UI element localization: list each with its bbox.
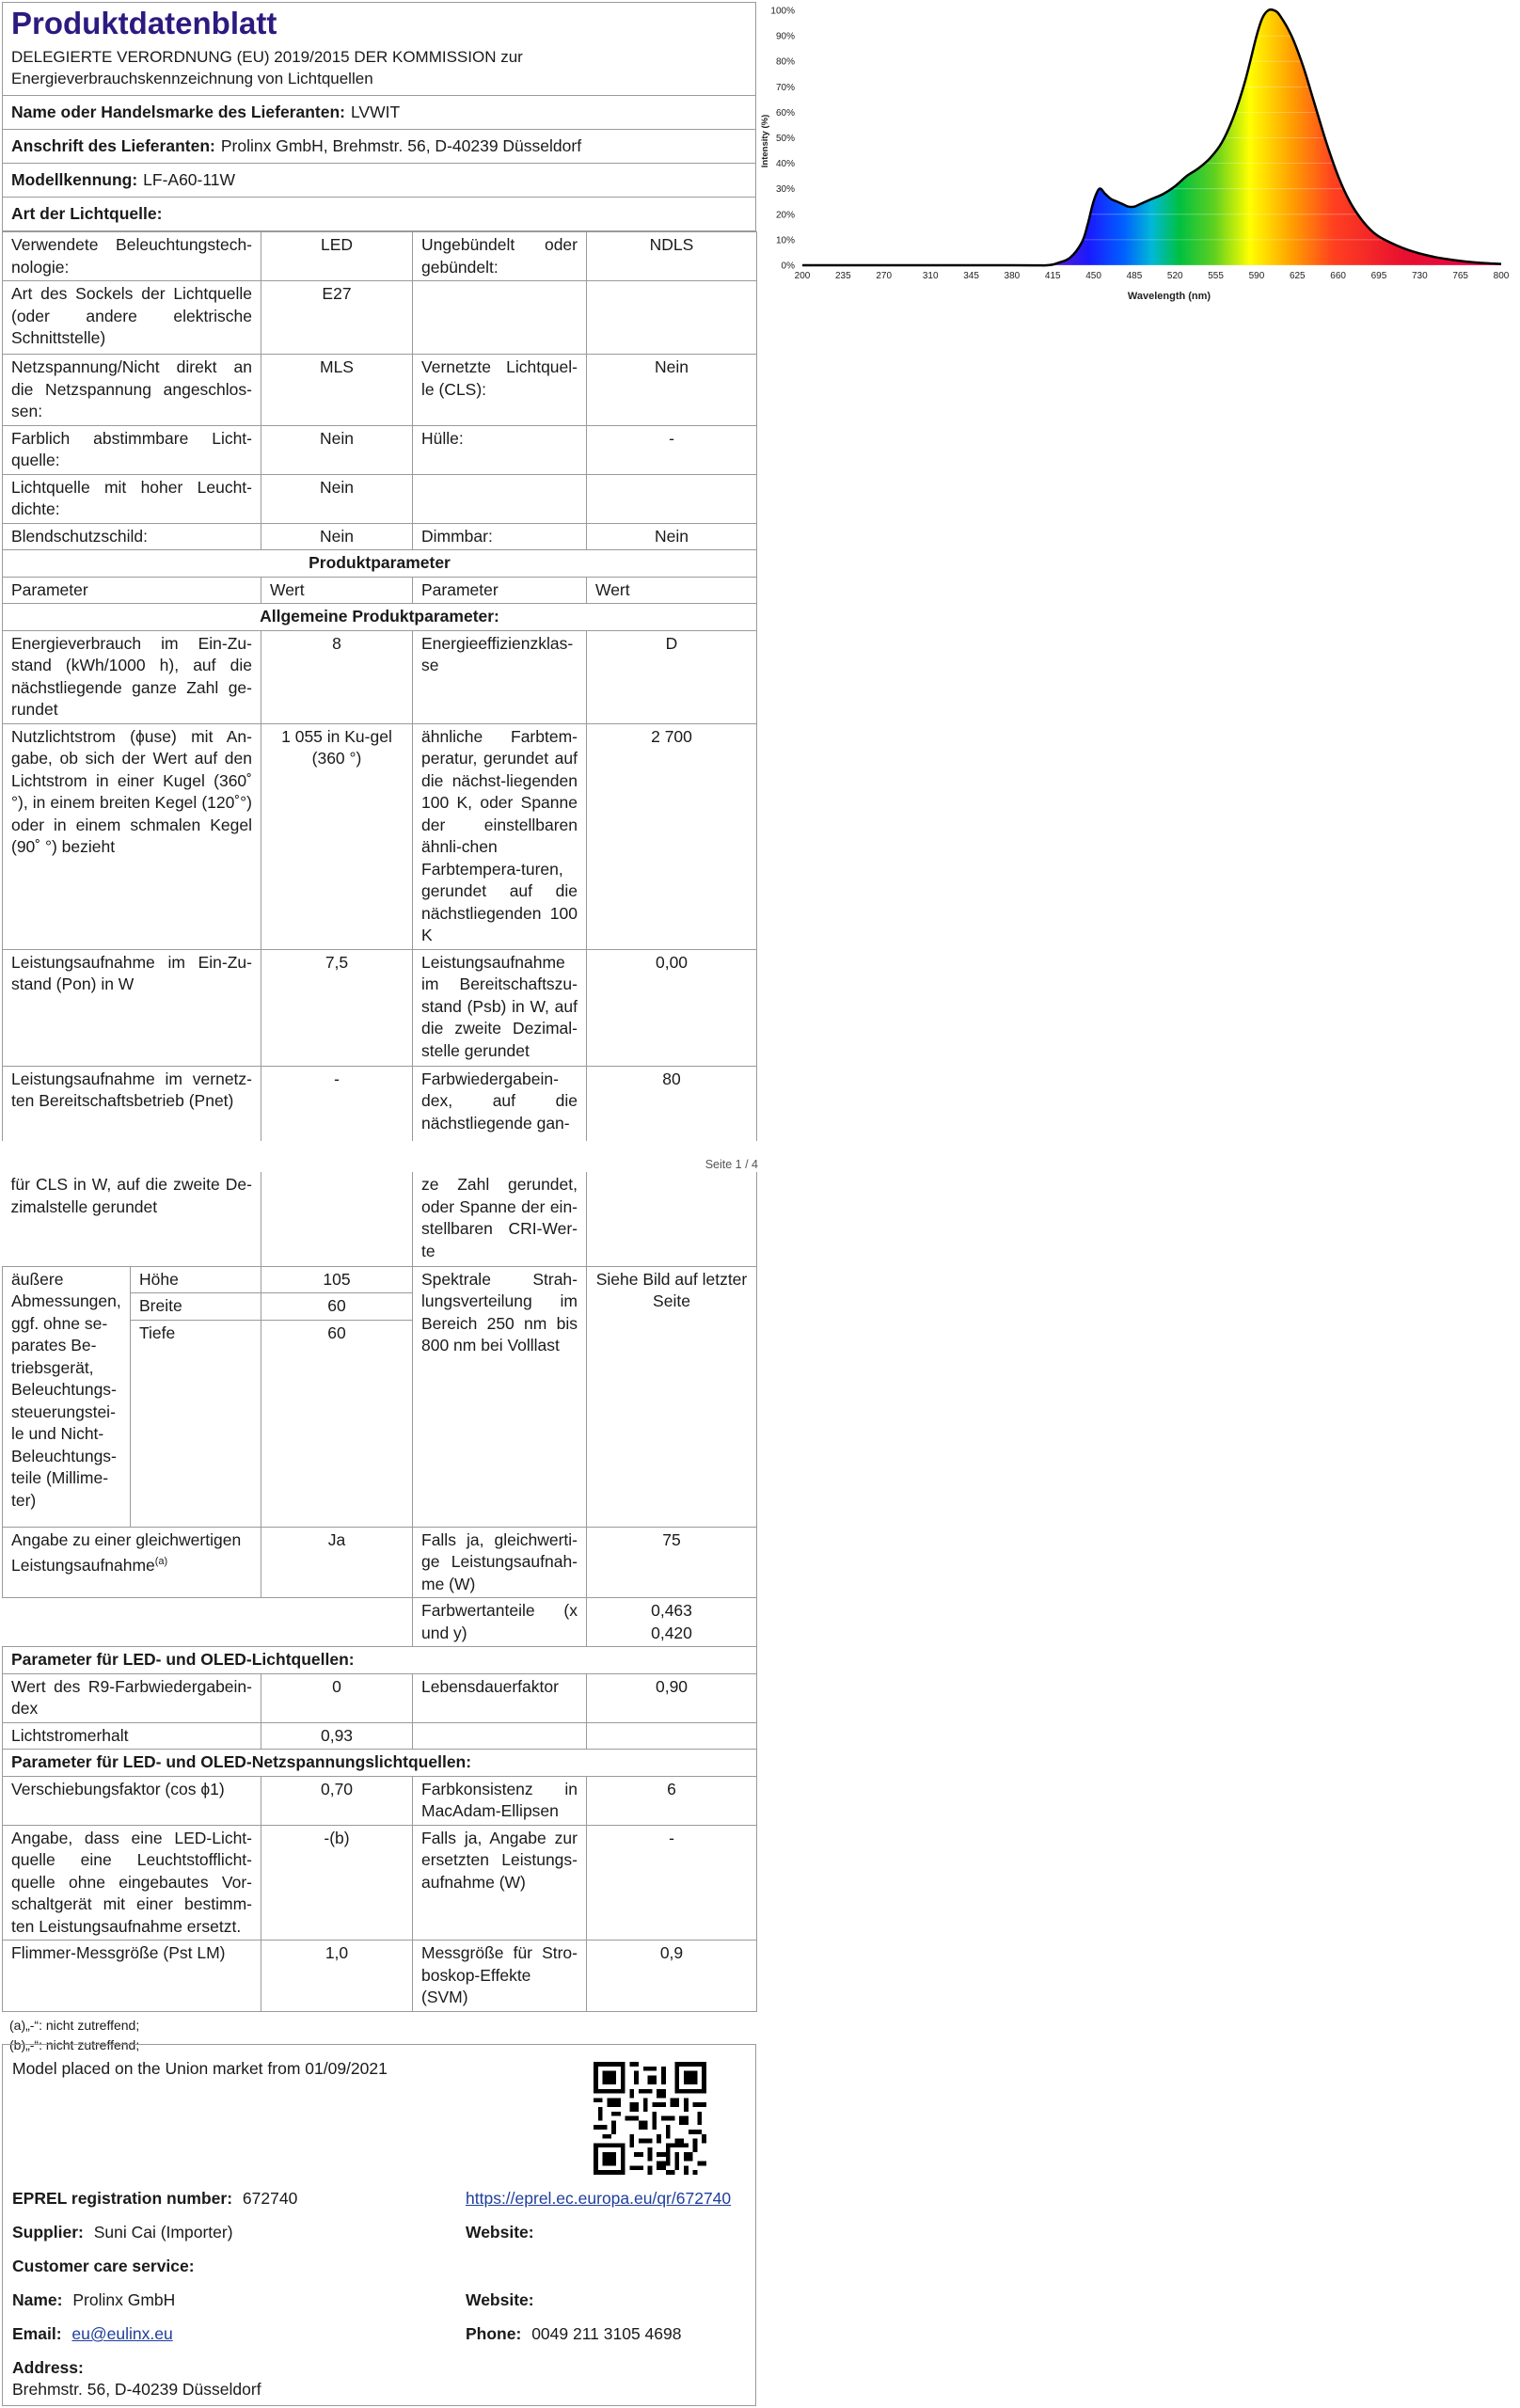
x-tick-label: 520 [1166,271,1183,281]
x-tick-label: 625 [1289,271,1306,281]
x-tick-label: 415 [1044,271,1061,281]
column-header-row [3,577,757,604]
y-tick-label: 100% [770,6,795,17]
table-row [3,1825,757,1941]
supplier-label: Supplier: [12,2223,84,2242]
mains-value-2: 0,9 [587,1941,757,2012]
type-value-2 [587,281,757,355]
general-value-1: - [261,1066,413,1141]
x-tick-label: 235 [834,271,851,281]
name-label: Name: [12,2290,63,2309]
general-params-heading: Allgemeine Produktparameter: [3,604,757,631]
type-param-2 [413,281,587,355]
table-row [3,1776,757,1825]
name-row [12,2290,175,2310]
y-tick-label: 40% [775,159,795,170]
table-row [3,523,757,550]
mains-value-2: 6 [587,1776,757,1825]
mains-param-1: Flimmer-Messgröße (Pst LM) [3,1941,261,2012]
type-param-1: Art des Sockels der Lichtquelle (oder andere elektrische Schnittstelle) [3,281,261,355]
x-tick-label: 660 [1330,271,1346,281]
type-param-2: Hülle: [413,425,587,474]
y-tick-label: 80% [775,56,795,68]
equiv-power-value: 75 [587,1527,757,1598]
table-row [3,355,757,426]
mains-value-2: - [587,1825,757,1941]
product-params-heading: Produktparameter [3,550,757,578]
dimension-name-height: Höhe [131,1266,261,1293]
led-params-heading: Parameter für LED- und OLED-Lichtquellen: [3,1647,757,1674]
supplier-address: Prolinx GmbH, Brehmstr. 56, D-40239 Düsseldorf [220,136,582,155]
model-identifier: LF-A60-11W [143,170,236,189]
mains-param-2: Farbkonsistenz in MacAdam-Ellipsen [413,1776,587,1825]
y-tick-label: 20% [775,210,795,221]
y-tick-label: 60% [775,107,795,119]
x-tick-label: 765 [1452,271,1469,281]
mains-heading-row [3,1750,757,1777]
supplier-name: LVWIT [351,103,401,121]
mains-value-1: 1,0 [261,1941,413,2012]
general-value-2: 80 [587,1066,757,1141]
x-tick-label: 270 [876,271,893,281]
phone-label: Phone: [466,2324,522,2343]
chroma-x: 0,463 [651,1601,692,1620]
type-value-2: Nein [587,355,757,426]
continued-value-2 [587,1172,757,1266]
x-tick-label: 310 [922,271,939,281]
type-param-1: Lichtquelle mit hoher Leucht-dichte: [3,474,261,523]
empty-cell [413,1722,587,1750]
supplier-address-label: Anschrift des Lieferanten: [11,136,215,155]
general-heading-row [3,604,757,631]
footnote-a: (a)„-“: nicht zutreffend; [9,2017,140,2033]
general-value-2: 0,00 [587,949,757,1066]
address-value: Brehmstr. 56, D-40239 Düsseldorf [12,2380,261,2399]
x-tick-label: 555 [1208,271,1224,281]
equiv-value: Ja [261,1527,413,1598]
continued-value-1 [261,1172,413,1266]
equiv-label-text: Angabe zu einer gleichwertigen Leistungsaufnahme [11,1529,242,1575]
table-row [3,723,757,949]
x-tick-label: 485 [1126,271,1143,281]
x-tick-label: 695 [1370,271,1387,281]
type-param-2 [413,474,587,523]
x-tick-label: 345 [963,271,979,281]
general-value-1: 8 [261,630,413,723]
life-value: 0,90 [587,1673,757,1722]
type-value-1: MLS [261,355,413,426]
type-param-2: Dimmbar: [413,523,587,550]
dimensions-label: äußere Abmessungen, ggf. ohne se-parates Be-triebsgerät, Beleuchtungs-steuerungstei-le und Nicht-Beleuchtungs-teile (Millime-ter) [3,1266,131,1527]
type-param-2: Vernetzte Lichtquel-le (CLS): [413,355,587,426]
continued-table [2,1172,757,2012]
page-title: Produktdatenblatt [11,6,277,40]
eprel-footer [2,2044,756,2406]
general-param-2: Farbwiedergabein-dex, auf die nächstliegende gan- [413,1066,587,1141]
chroma-label: Farbwertanteile (x und y) [413,1598,587,1647]
led-heading-row [3,1647,757,1674]
general-param-1: Nutzlichtstrom (ϕuse) mit An-gabe, ob sich der Wert auf den Lichtstrom in einer Kugel (360˚ °), in einem breiten Kegel (120˚°) oder in einem schmalen Kegel (90˚ °) bezieht [3,723,261,949]
table-row [3,1527,757,1598]
type-value-1: Nein [261,523,413,550]
regulation-subtitle: DELEGIERTE VERORDNUNG (EU) 2019/2015 DER KOMMISSION zur Energieverbrauchskennzeichnung von Lichtquellen [11,48,523,87]
general-value-2: D [587,630,757,723]
type-value-1: LED [261,232,413,281]
mains-param-2: Falls ja, Angabe zur ersetzten Leistungs-aufnahme (W) [413,1825,587,1941]
r9-value: 0 [261,1673,413,1722]
general-value-1: 1 055 in Ku-gel (360 °) [261,723,413,949]
model-label: Modellkennung: [11,170,138,189]
type-value-2: Nein [587,523,757,550]
table-row [3,1172,757,1266]
dimensions-row [3,1266,757,1293]
y-tick-label: 90% [775,31,795,42]
spd-label: Spektrale Strah-lungsverteilung im Bereich 250 nm bis 800 nm bei Volllast [413,1266,587,1527]
table-row [3,232,757,281]
email-row [12,2324,173,2344]
type-value-2 [587,474,757,523]
general-value-1: 7,5 [261,949,413,1066]
eprel-number: 672740 [242,2189,298,2208]
chroma-y: 0,420 [651,1623,692,1642]
product-params-heading-row [3,550,757,578]
email-label: Email: [12,2324,62,2343]
dimension-value-height: 105 [261,1266,413,1293]
table-row [3,630,757,723]
market-date: Model placed on the Union market from 01/09/2021 [12,2059,388,2078]
light-source-type-label: Art der Lichtquelle: [11,204,163,223]
general-param-1: Leistungsaufnahme im vernetz-ten Bereitschaftsbetrieb (Pnet) [3,1066,261,1141]
table-row [3,1673,757,1722]
light-source-type-table [2,231,757,1141]
email-link[interactable]: eu@eulinx.eu [71,2324,173,2343]
x-tick-label: 730 [1411,271,1428,281]
table-row [3,1598,757,1647]
datasheet-continued [2,1172,756,2059]
continued-param-2: ze Zahl gerundet, oder Spanne der ein-stellbaren CRI-Wer-te [413,1172,587,1266]
table-row [3,1941,757,2012]
life-label: Lebensdauerfaktor [413,1673,587,1722]
website2-label: Website: [466,2290,534,2309]
mains-param-1: Verschiebungsfaktor (cos ϕ1) [3,1776,261,1825]
eprel-link[interactable]: https://eprel.ec.europa.eu/qr/672740 [466,2189,732,2208]
customer-care-label: Customer care service: [12,2257,195,2275]
type-param-2: Ungebündelt oder gebündelt: [413,232,587,281]
r9-label: Wert des R9-Farbwiedergabein-dex [3,1673,261,1722]
type-param-1: Blendschutzschild: [3,523,261,550]
maint-value: 0,93 [261,1722,413,1750]
x-tick-label: 800 [1493,271,1510,281]
mains-params-heading: Parameter für LED- und OLED-Netzspannungslichtquellen: [3,1750,757,1777]
type-value-1: Nein [261,474,413,523]
y-axis-label: Intensity (%) [760,114,770,168]
supplier-name-row [2,96,756,130]
spd-value: Siehe Bild auf letzter Seite [587,1266,757,1527]
col-param-header: Parameter [3,577,261,604]
general-param-2: Leistungsaufnahme im Bereitschaftszu-stand (Psb) in W, auf die zweite Dezimal-stelle gerundet [413,949,587,1066]
page-number: Seite 1 / 4 [705,1158,758,1171]
table-row [3,1066,757,1141]
dimension-value-width: 60 [261,1293,413,1321]
mains-value-1: 0,70 [261,1776,413,1825]
x-tick-label: 450 [1085,271,1101,281]
continued-param-1: für CLS in W, auf die zweite De-zimalstelle gerundet [3,1172,261,1266]
dimension-name-depth: Tiefe [131,1320,261,1527]
general-param-1: Leistungsaufnahme im Ein-Zu-stand (Pon) in W [3,949,261,1066]
table-row [3,1722,757,1750]
mains-value-1: -(b) [261,1825,413,1941]
name-value: Prolinx GmbH [72,2290,176,2309]
supplier-value: Suni Cai (Importer) [93,2223,233,2242]
type-param-1: Netzspannung/Nicht direkt an die Netzspannung angeschlos-sen: [3,355,261,426]
y-tick-label: 0% [781,261,795,272]
mains-param-1: Angabe, dass eine LED-Licht-quelle eine Leuchtstofflicht-quelle ohne eingebautes Vor-schaltgerät mit einer bestimm-ten Leistungsaufnahme ersetzt. [3,1825,261,1941]
type-value-1: Nein [261,425,413,474]
general-value-2: 2 700 [587,723,757,949]
eprel-label: EPREL registration number: [12,2189,233,2208]
table-row [3,425,757,474]
general-param-2: Energieeffizienzklas-se [413,630,587,723]
x-axis-ticks [795,271,1510,281]
header-block [2,2,756,96]
y-tick-label: 50% [775,134,795,144]
phone-row [466,2324,681,2344]
footnote-ref-a: (a) [154,1556,168,1567]
supplier-address-row [2,130,756,164]
x-tick-label: 380 [1004,271,1021,281]
website-label: Website: [466,2223,534,2242]
table-row [3,281,757,355]
mains-param-2: Messgröße für Stro-boskop-Effekte (SVM) [413,1941,587,2012]
table-row [3,474,757,523]
type-value-1: E27 [261,281,413,355]
table-row [3,949,757,1066]
y-tick-label: 70% [775,82,795,93]
type-param-1: Farblich abstimmbare Licht-quelle: [3,425,261,474]
type-value-2: - [587,425,757,474]
chroma-values [587,1598,757,1647]
type-value-2: NDLS [587,232,757,281]
light-source-type-row [2,198,756,231]
x-axis-label: Wavelength (nm) [1127,291,1211,302]
col-value-header: Wert [261,577,413,604]
footnote-b: (b)„-“: nicht zutreffend; [9,2036,140,2052]
general-param-1: Energieverbrauch im Ein-Zu-stand (kWh/1000 h), auf die nächstliegende ganze Zahl ge-rundet [3,630,261,723]
col-value-header: Wert [587,577,757,604]
col-param-header: Parameter [413,577,587,604]
empty-cell [587,1722,757,1750]
qr-code-icon[interactable] [594,2062,706,2175]
type-param-1: Verwendete Beleuchtungstech-nologie: [3,232,261,281]
x-tick-label: 590 [1248,271,1265,281]
model-row [2,164,756,198]
dimension-value-depth: 60 [261,1320,413,1527]
general-param-2: ähnliche Farbtem-peratur, gerundet auf die nächst-liegenden 100 K, oder Spanne der einstellbaren ähnli-chen Farbtempera-turen, gerundet auf die nächstliegenden 100 K [413,723,587,949]
equiv-label [3,1527,261,1598]
y-axis-ticks [770,7,795,272]
y-tick-label: 30% [775,184,795,196]
y-tick-label: 10% [775,235,795,246]
address-label: Address: [12,2358,84,2377]
x-tick-label: 200 [794,271,811,281]
spectrum-chart [758,0,1516,310]
dimension-name-width: Breite [131,1293,261,1321]
supplier-name-label: Name oder Handelsmarke des Lieferanten: [11,103,345,121]
datasheet [2,2,756,1141]
maint-label: Lichtstromerhalt [3,1722,261,1750]
supplier-row [12,2223,233,2242]
equiv-power-label: Falls ja, gleichwerti-ge Leistungsaufnah-me (W) [413,1527,587,1598]
empty-cell [3,1598,413,1647]
eprel-row [12,2189,297,2209]
phone-value: 0049 211 3105 4698 [531,2324,682,2343]
